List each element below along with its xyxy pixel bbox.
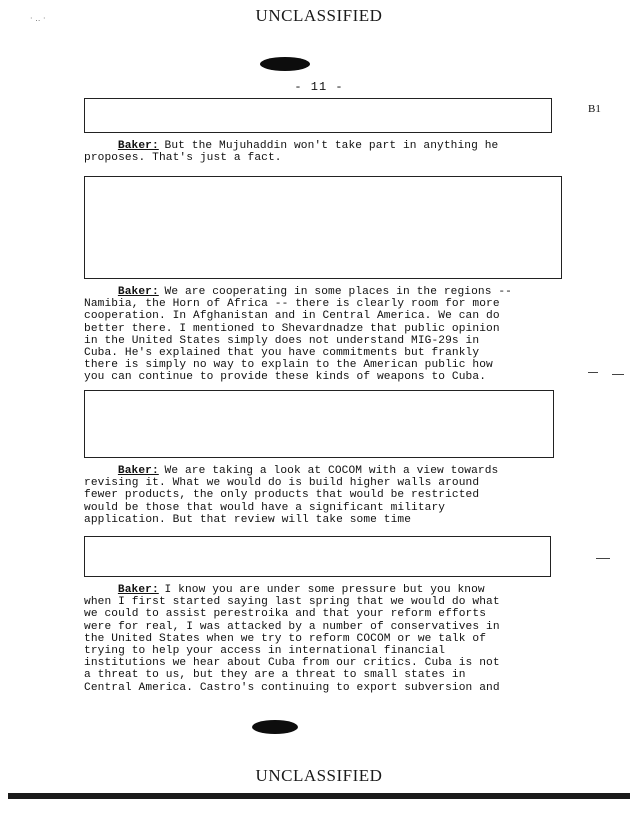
classification-header: UNCLASSIFIED [255, 6, 383, 25]
paragraph-2 [84, 286, 554, 384]
scan-mark [588, 372, 598, 373]
page-number: - 11 - [294, 80, 344, 94]
paragraph-text: I know you are under some pressure but you know when I first started saying last spring that we would do what we could to assist perestroika and that your reform efforts were for real, I was attacked by a number of conservatives in the United States when we try to reform COCOM or we talk of trying to help your access in international financial institutions we hear about Cuba from our critics. Cuba is not a threat to us, but they are a threat to small states in Central America. Castro's continuing to export subversion and [84, 584, 500, 694]
scan-mark [596, 558, 610, 559]
speaker-label: Baker: [117, 140, 159, 152]
paragraph-1 [84, 140, 554, 164]
scan-mark [612, 374, 624, 375]
redaction-box-4 [84, 536, 551, 577]
redaction-mark-top [260, 57, 310, 71]
speaker-label: Baker: [117, 286, 159, 298]
exemption-code: B1 [588, 103, 601, 115]
classification-footer: UNCLASSIFIED [255, 766, 383, 785]
scan-speck: · ‥ · [30, 14, 46, 23]
speaker-label: Baker: [117, 584, 159, 596]
scan-edge-bar [8, 793, 630, 799]
paragraph-text: We are taking a look at COCOM with a view towards revising it. What we would do is build higher walls around fewer products, the only products that would be restricted would be those that would have a significant military application. But that review will take some time [84, 465, 499, 526]
redaction-mark-bottom [252, 720, 298, 734]
paragraph-text: But the Mujuhaddin won't take part in anything he proposes. That's just a fact. [84, 140, 499, 165]
paragraph-text: We are cooperating in some places in the regions -- Namibia, the Horn of Africa -- there is clearly room for more cooperation. In Afghanistan and in Central America. We can do better there. I mentioned to Shevardnadze that public opinion in the United States simply does not understand MIG-29s in Cuba. He's explained that you have commitments but frankly there is simply no way to explain to the American public how you can continue to provide these kinds of weapons to Cuba. [84, 286, 512, 384]
redaction-box-2 [84, 176, 562, 279]
paragraph-4 [84, 584, 554, 694]
speaker-label: Baker: [117, 465, 159, 477]
redaction-box-1 [84, 98, 552, 133]
paragraph-3 [84, 465, 554, 526]
redaction-box-3 [84, 390, 554, 458]
